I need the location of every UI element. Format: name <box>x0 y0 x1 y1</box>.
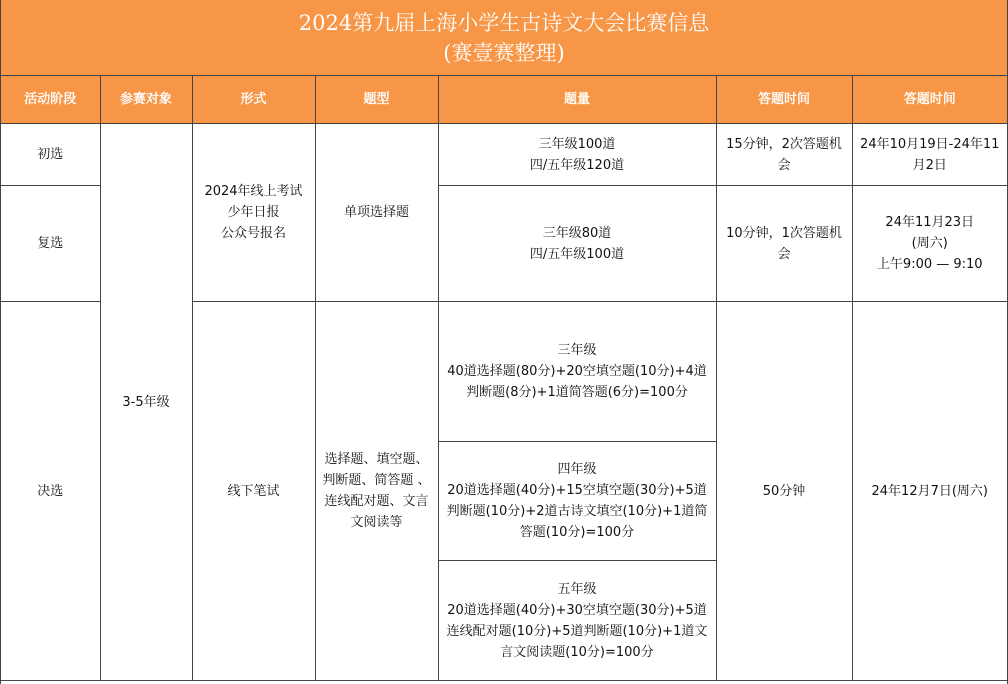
final-grade5-count: 五年级 20道选择题(40分)+30空填空题(30分)+5道连线配对题(10分)+5道判断题(10分)+1道文言文阅读题(10分)=100分 <box>438 561 716 681</box>
repechage-time: 10分钟，1次答题机会 <box>716 186 852 302</box>
prelim-date: 24年10月19日-24年11月2日 <box>852 124 1007 186</box>
final-type: 选择题、填空题、判断题、简答题 、连线配对题、文言文阅读等 <box>315 302 438 681</box>
final-time: 50分钟 <box>716 302 852 681</box>
final-format: 线下笔试 <box>192 302 315 681</box>
table-row-prelim <box>1 124 1007 186</box>
stage-repechage: 复选 <box>1 186 100 302</box>
final-grade4-count: 四年级 20道选择题(40分)+15空填空题(30分)+5道判断题(10分)+2道古诗文填空(10分)+1道简答题(10分)=100分 <box>438 442 716 561</box>
header-row <box>1 76 1007 124</box>
header-question-count: 题量 <box>438 76 716 124</box>
header-stage: 活动阶段 <box>1 76 100 124</box>
prelim-count: 三年级100道 四/五年级120道 <box>438 124 716 186</box>
stage-prelim: 初选 <box>1 124 100 186</box>
title-main: 2024第九届上海小学生古诗文大会比赛信息 <box>298 11 710 35</box>
competition-table <box>1 76 1007 681</box>
target-cell: 3-5年级 <box>100 124 192 681</box>
prelim-time: 15分钟，2次答题机会 <box>716 124 852 186</box>
final-date: 24年12月7日(周六) <box>852 302 1007 681</box>
header-target: 参赛对象 <box>100 76 192 124</box>
repechage-date: 24年11月23日 (周六) 上午9:00 — 9:10 <box>852 186 1007 302</box>
title-sub: (赛壹赛整理) <box>443 41 565 65</box>
online-format-cell: 2024年线上考试 少年日报 公众号报名 <box>192 124 315 302</box>
online-type-cell: 单项选择题 <box>315 124 438 302</box>
repechage-count: 三年级80道 四/五年级100道 <box>438 186 716 302</box>
title-banner <box>1 0 1007 76</box>
final-grade3-count: 三年级 40道选择题(80分)+20空填空题(10分)+4道判断题(8分)+1道简答题(6分)=100分 <box>438 302 716 442</box>
header-answer-date: 答题时间 <box>852 76 1007 124</box>
stage-final: 决选 <box>1 302 100 681</box>
header-format: 形式 <box>192 76 315 124</box>
header-question-type: 题型 <box>315 76 438 124</box>
header-answer-time: 答题时间 <box>716 76 852 124</box>
